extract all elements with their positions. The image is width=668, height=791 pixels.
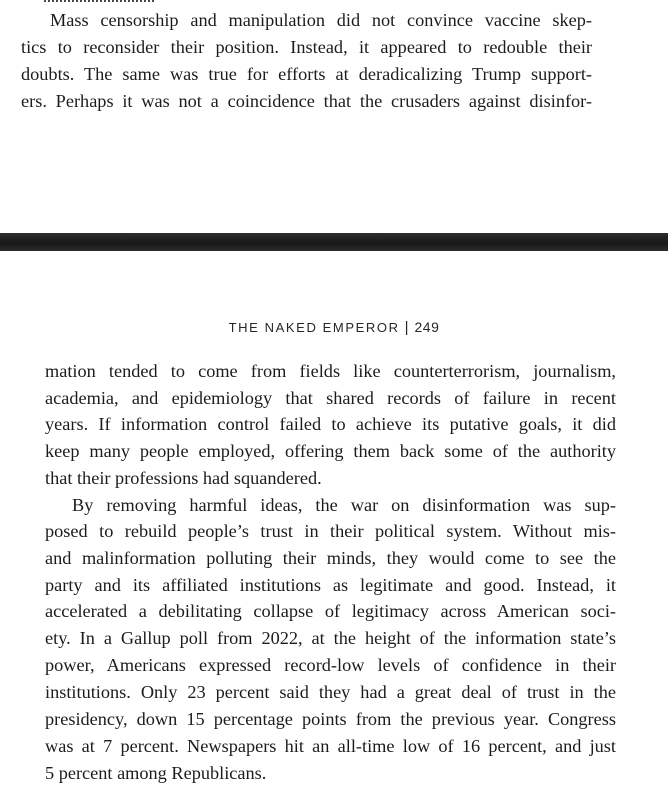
text-line: By removing harmful ideas, the war on disinformation was sup- bbox=[72, 495, 616, 515]
text-line: tics to reconsider their position. Instead, it appeared to redouble their bbox=[21, 37, 592, 57]
book-title: THE NAKED EMPEROR bbox=[228, 320, 400, 335]
text-line: academia, and epidemiology that shared records of failure in recent bbox=[45, 388, 616, 408]
text-line: party and its affiliated institutions as legitimate and good. Instead, it bbox=[45, 575, 616, 595]
page-number: 249 bbox=[414, 319, 440, 335]
text-line: ers. Perhaps it was not a coincidence that the crusaders against disinfor- bbox=[21, 91, 592, 111]
page-divider bbox=[0, 233, 668, 251]
text-line: keep many people employed, offering them back some of the authority bbox=[45, 441, 616, 461]
text-line: accelerated a debilitating collapse of legitimacy across American soci- bbox=[45, 601, 616, 621]
text-line: was at 7 percent. Newspapers hit an all-time low of 16 percent, and just bbox=[45, 736, 616, 756]
text-line: presidency, down 15 percentage points from the previous year. Congress bbox=[45, 709, 616, 729]
running-head-separator: | bbox=[404, 319, 409, 336]
text-line: institutions. Only 23 percent said they had a great deal of trust in the bbox=[45, 682, 616, 702]
text-line: power, Americans expressed record-low levels of confidence in their bbox=[45, 655, 616, 675]
text-line: 5 percent among Republicans. bbox=[45, 763, 267, 783]
text-line: doubts. The same was true for efforts at deradicalizing Trump support- bbox=[21, 64, 592, 84]
cropped-previous-line bbox=[44, 0, 154, 3]
text-line: Mass censorship and manipulation did not convince vaccine skep- bbox=[50, 10, 592, 30]
text-line: that their professions had squandered. bbox=[45, 468, 322, 488]
text-line: and malinformation polluting their minds, they would come to see the bbox=[45, 548, 616, 568]
text-line: ety. In a Gallup poll from 2022, at the height of the information state’s bbox=[45, 628, 616, 648]
text-line: years. If information control failed to achieve its putative goals, it did bbox=[45, 414, 616, 434]
running-head bbox=[0, 318, 668, 336]
text-line: posed to rebuild people’s trust in their political system. Without mis- bbox=[45, 521, 616, 541]
text-line: mation tended to come from fields like counterterrorism, journalism, bbox=[45, 361, 616, 381]
